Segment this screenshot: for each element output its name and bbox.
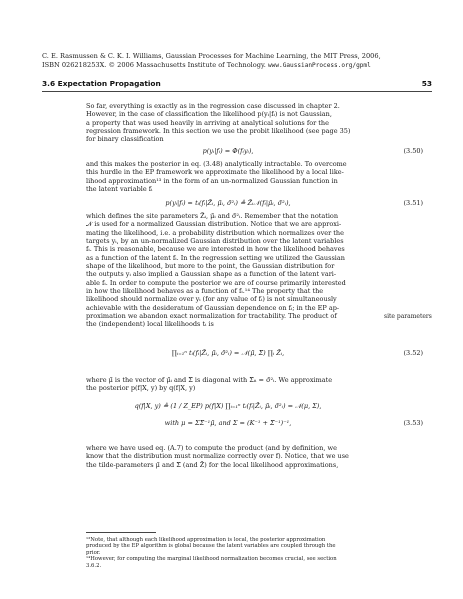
section-heading-bar [42, 79, 432, 89]
footnote-line: produced by the EP algorithm is global because the latent variables are coupled through the [86, 543, 336, 550]
text-line: the outputs yᵢ also implied a Gaussian shape as a function of the latent vari- [86, 270, 337, 279]
header-url[interactable]: www.GaussianProcess.org/gpml [268, 62, 371, 69]
text-line: able fᵢ. In order to compute the posterior we are of course primarily interested [86, 278, 346, 287]
footnote-line: ¹³Note, that although each likelihood approximation is local, the posterior approximation [86, 537, 326, 543]
header-citation-line-1: C. E. Rasmussen & C. K. I. Williams, Gaussian Processes for Machine Learning, the MIT Press, 2006, [42, 52, 381, 60]
text-line: lihood approximation¹³ in the form of an un-normalized Gaussian function in [86, 176, 338, 185]
text-line: the tilde-parameters μ̃ and Σ̃ (and Z̃) for the local likelihood approximations, [86, 460, 339, 469]
text-line: the (independent) local likelihoods tᵢ is [86, 320, 214, 329]
paragraph-2 [86, 160, 370, 193]
text-line: However, in the case of classification the likelihood p(yᵢ|fᵢ) is not Gaussian, [86, 110, 332, 119]
text-line: the latent variable fᵢ [86, 185, 153, 194]
paragraph-5 [86, 444, 370, 469]
text-line: as a function of the latent fᵢ. In the regression setting we utilized the Gaussian [86, 253, 345, 262]
margin-note-site-parameters: site parameters [384, 313, 432, 320]
text-line: which defines the site parameters Z̃ᵢ, μ̃ᵢ and σ̃²ᵢ. Remember that the notation [86, 212, 339, 220]
text-line: targets yᵢ, by an un-normalized Gaussian distribution over the latent variables [86, 237, 344, 246]
equation-3-50 [86, 147, 423, 156]
equation-number: (3.52) [403, 349, 423, 357]
text-line: the posterior p(f|X, y) by q(f|X, y) [86, 384, 196, 393]
text-line: 𝒩 is used for a normalized Gaussian distribution. Notice that we are approxi- [86, 220, 342, 229]
text-line: and this makes the posterior in eq. (3.48) analytically intractable. To overcome [86, 160, 347, 168]
equation-3-53 [86, 398, 423, 438]
equation-formula-line-2: with μ = ΣΣ̃⁻¹μ̃, and Σ = (K⁻¹ + Σ̃⁻¹)⁻¹, [164, 419, 292, 427]
equation-3-51 [86, 199, 423, 208]
footnote-rule [86, 532, 156, 533]
page-number: 53 [421, 79, 432, 88]
heading-rule [42, 91, 432, 92]
text-line: where we have used eq. (A.7) to compute the product (and by definition, we [86, 444, 337, 452]
text-line: this hurdle in the EP framework we approximate the likelihood by a local like- [86, 168, 344, 177]
text-line: fᵢ. This is reasonable, because we are interested in how the likelihood behaves [86, 245, 345, 254]
header-citation-line-2 [42, 61, 371, 70]
paragraph-4 [86, 376, 370, 393]
footnote-line: prior. [86, 549, 101, 556]
text-line: likelihood should normalize over yᵢ (for any value of fᵢ) is not simultaneously [86, 295, 337, 304]
text-line: for binary classification [86, 135, 164, 144]
text-line: So far, everything is exactly as in the regression case discussed in chapter 2. [86, 102, 340, 110]
equation-formula-line-1: q(f|X, y) ≜ (1 / Z_EP) p(f|X) ∏ᵢ₌₁ⁿ tᵢ(fᵢ|Z̃ᵢ, μ̃ᵢ, σ̃²ᵢ) = 𝒩(μ, Σ), [134, 402, 322, 410]
text-line: know that the distribution must normalize correctly over f). Notice, that we use [86, 452, 349, 461]
footnotes [86, 537, 370, 569]
paragraph-3 [86, 212, 370, 329]
footnote-line: 3.6.2. [86, 562, 102, 569]
text-line: in how the likelihood behaves as a function of fᵢ.¹⁴ The property that the [86, 287, 324, 296]
text-line: achievable with the desideratum of Gaussian dependence on fᵢ; in the EP ap- [86, 303, 340, 312]
equation-number: (3.53) [403, 419, 423, 427]
paragraph-1 [86, 102, 370, 144]
equation-formula: ∏ᵢ₌₁ⁿ tᵢ(fᵢ|Z̃ᵢ, μ̃ᵢ, σ̃²ᵢ) = 𝒩(μ̃, Σ̃) ∏ᵢ Z̃ᵢ, [171, 349, 285, 357]
section-title: 3.6 Expectation Propagation [42, 79, 161, 88]
equation-formula: p(yᵢ|fᵢ) = Φ(fᵢyᵢ), [202, 147, 254, 155]
header-isbn-copyright: ISBN 026218253X. © 2006 Massachusetts Institute of Technology. [42, 61, 266, 69]
footnote-line: ¹⁴However, for computing the marginal likelihood normalization becomes crucial, see section [86, 556, 337, 563]
equation-3-52 [86, 346, 423, 360]
equation-formula: p(yᵢ|fᵢ) ≃ tᵢ(fᵢ|Z̃ᵢ, μ̃ᵢ, σ̃²ᵢ) ≜ Z̃ᵢ𝒩(fᵢ|μ̃ᵢ, σ̃²ᵢ), [165, 199, 291, 207]
text-line: regression framework. In this section we use the probit likelihood (see page 35) [86, 127, 351, 136]
text-line: where μ̃ is the vector of μ̃ᵢ and Σ̃ is diagonal with Σ̃ᵢᵢ = σ̃²ᵢ. We approximate [86, 376, 333, 384]
equation-number: (3.51) [403, 199, 423, 207]
text-line: proximation we abandon exact normalization for tractability. The product of [86, 312, 337, 321]
equation-number: (3.50) [403, 147, 423, 155]
text-line: a property that was used heavily in arriving at analytical solutions for the [86, 118, 329, 127]
text-line: shape of the likelihood, but more to the point, the Gaussian distribution for [86, 262, 335, 271]
text-line: mating the likelihood, i.e. a probability distribution which normalizes over the [86, 228, 344, 237]
